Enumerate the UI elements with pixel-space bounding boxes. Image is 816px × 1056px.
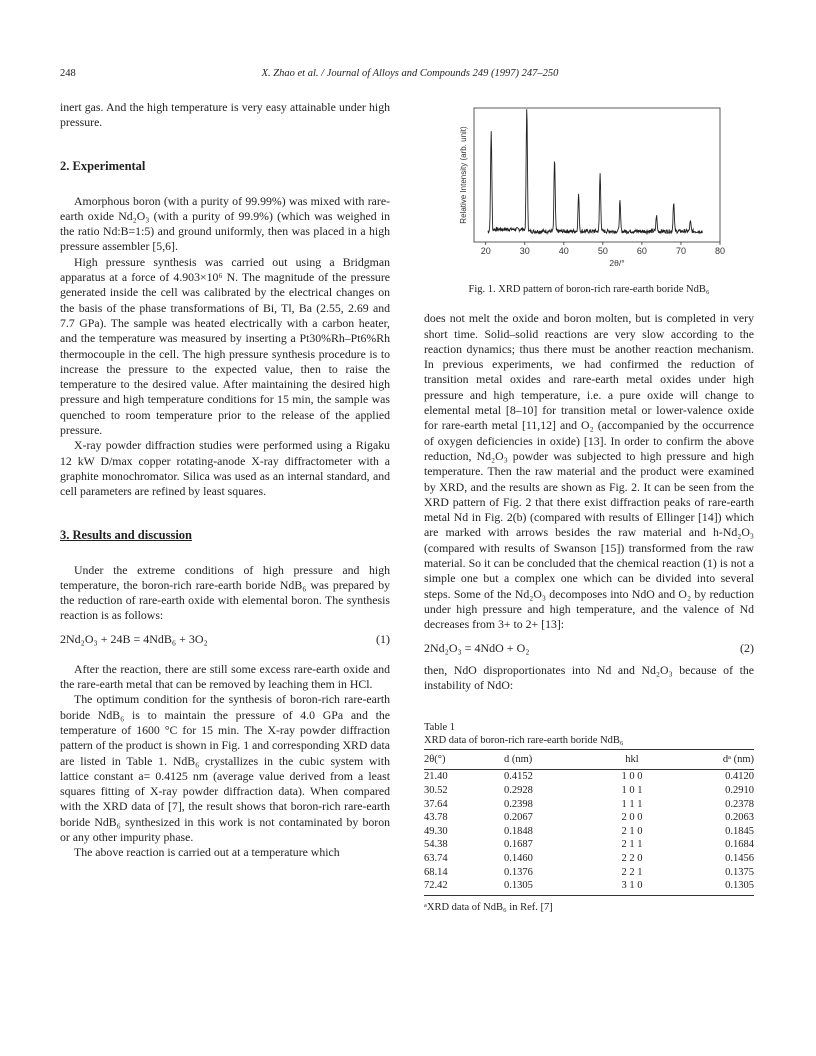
paragraph: The above reaction is carried out at a temperature which bbox=[74, 845, 340, 860]
table-row bbox=[424, 866, 754, 880]
table-cell: 0.4120 bbox=[725, 771, 754, 783]
paragraph: does not melt the oxide and boron molten, but is completed in very short time. Solid–solid reactions are very slow according to the reaction dynamics; thus there must be another reaction mechanism. In previous experiments, we had confirmed the reduction of transition metal oxides and rare-earth metal oxides under high pressure and high temperature, i.e. a pure oxide will change to elemental metal [8–10] for transition metal or lower-valence oxide for rare-earth metal [11,12] and O₂ (accompanied by the occurrence of oxygen deficiencies in oxide) [13]. In order to confirm the above reduction, Nd₂O₃ powder was subjected to high pressure and high temperature. Then the raw material and the product were examined by XRD, and the results are shown as Fig. 2. It can be seen from the XRD pattern of Fig. 2 that there exist diffraction peaks of rare-earth metal Nd in Fig. 2(b) (compared with results of Ellinger [14]) which are marked with arrows besides the raw material and h-Nd₂O₃ (compared with results of Swanson [15]) transformed from the raw material. So it can be concluded that the chemical reaction (1) is not a simple one but a complex one which can be divided into several steps. Some of the Nd₂O₃ decomposes into NdO and O₂ by reduction under high pressure and high temperature, and the valence of Nd decreases from 3+ to 2+ [13]: bbox=[424, 311, 754, 632]
paragraph: X-ray powder diffraction studies were performed using a Rigaku 12 kW D/max copper rotating-anode X-ray diffractometer with a graphite monochromator. Silica was used as an internal standard, and cell parameters are refined by least squares. bbox=[60, 438, 390, 499]
table-cell: 2 1 1 bbox=[621, 839, 643, 851]
table-row bbox=[424, 770, 754, 784]
table-cell: 0.1687 bbox=[504, 839, 533, 851]
table-row bbox=[424, 879, 754, 895]
table-cell: 0.1845 bbox=[725, 825, 754, 837]
table-cell: 21.40 bbox=[424, 771, 448, 783]
running-title: X. Zhao et al. / Journal of Alloys and Compounds 249 (1997) 247–250 bbox=[261, 68, 559, 79]
table-header-row bbox=[424, 750, 754, 770]
column-header: hkl bbox=[600, 750, 664, 770]
section-heading-results bbox=[60, 528, 390, 543]
table-cell: 54.38 bbox=[424, 839, 448, 851]
table-cell: 0.2063 bbox=[725, 812, 754, 824]
column-header: dᵃ (nm) bbox=[664, 750, 754, 770]
x-axis-label: 2θ/° bbox=[609, 258, 625, 268]
table-row bbox=[424, 825, 754, 839]
section-heading-experimental: 2. Experimental bbox=[60, 158, 146, 173]
table-cell: 0.1684 bbox=[725, 839, 754, 851]
y-axis-label: Relative Intensity (arb. unit) bbox=[459, 126, 468, 224]
x-tick-label: 80 bbox=[714, 246, 726, 256]
xrd-table bbox=[424, 749, 754, 896]
table-row bbox=[424, 838, 754, 852]
column-header: 2θ(°) bbox=[424, 750, 504, 770]
table-cell: 72.42 bbox=[424, 879, 504, 895]
table-cell: 68.14 bbox=[424, 866, 448, 878]
plot-frame bbox=[474, 108, 720, 242]
table-cell: 49.30 bbox=[424, 825, 448, 837]
table-cell: 2 1 0 bbox=[621, 825, 643, 837]
xrd-chart bbox=[424, 100, 754, 268]
table-cell: 0.1375 bbox=[725, 866, 754, 878]
table-cell: 3 1 0 bbox=[600, 879, 664, 895]
table-cell: 1 0 0 bbox=[621, 771, 643, 783]
page-number: 248 bbox=[60, 68, 76, 79]
table-cell: 37.64 bbox=[424, 798, 448, 810]
table-cell: 0.1305 bbox=[664, 879, 754, 895]
table-cell: 0.2067 bbox=[504, 812, 533, 824]
x-tick-label: 70 bbox=[675, 246, 686, 256]
column-header: d (nm) bbox=[504, 750, 600, 770]
table-cell: 0.1460 bbox=[504, 852, 533, 864]
equation-expression: 2Nd₂O₃ + 24B = 4NdB₆ + 3O₂ bbox=[60, 631, 208, 646]
table-cell: 2 2 1 bbox=[621, 866, 643, 878]
table-cell: 0.1848 bbox=[504, 825, 533, 837]
equation-2 bbox=[424, 641, 754, 657]
table-cell: 2 0 0 bbox=[621, 812, 643, 824]
table-cell: 0.2398 bbox=[504, 798, 533, 810]
table-cell: 1 0 1 bbox=[621, 785, 643, 797]
table-cell: 0.1305 bbox=[504, 879, 600, 895]
paragraph: inert gas. And the high temperature is very easy attainable under high pressure. bbox=[60, 100, 390, 130]
x-tick-label: 40 bbox=[558, 246, 569, 256]
table-cell: 1 1 1 bbox=[621, 798, 643, 810]
x-tick-label: 20 bbox=[480, 246, 491, 256]
paragraph: High pressure synthesis was carried out using a Bridgman apparatus at a force of 4.903×10⁶ N. The magnitude of the pressure generated inside the cell was calibrated by the electrical changes on the basis of the phase transformations of Bi, Tl, Ba (2.55, 2.69 and 7.7 GPa). The sample was heated electrically with a carbon heater, and the temperature was measured by inserting a Pt30%Rh–Pt6%Rh thermocouple in the cell. The high pressure synthesis procedure is to increase the pressure to the expected value, then to raise the temperature to the desired value. After maintaining the desired high pressure and high temperature conditions for 15 min, the sample was quenched to room temperature prior to the release of the applied pressure. bbox=[60, 254, 390, 438]
equation-1 bbox=[60, 632, 390, 648]
equation-expression: 2Nd₂O₃ = 4NdO + O₂ bbox=[424, 640, 530, 655]
table-cell: 0.2928 bbox=[504, 785, 533, 797]
figure-caption: Fig. 1. XRD pattern of boron-rich rare-earth boride NdB₆ bbox=[468, 284, 710, 295]
paragraph: The optimum condition for the synthesis of boron-rich rare-earth boride NdB₆ is to maintain the pressure of 4.0 GPa and the temperature of 1600 °C for 15 min. The X-ray powder diffraction pattern of the product is shown in Fig. 1 and corresponding XRD data are listed in Table 1. NdB₆ crystallizes in the cubic system with lattice constant a= 0.4125 nm (average value derived from a least squares fitting of X-ray powder diffraction data). When compared with the XRD data of [7], the result shows that boron-rich rare-earth boride NdB₆ synthesized in this work is not contaminated by boron or any other impurity phase. bbox=[60, 692, 390, 844]
table-row bbox=[424, 811, 754, 825]
table-cell: 0.2378 bbox=[725, 798, 754, 810]
left-column bbox=[60, 100, 390, 861]
paragraph: then, NdO disproportionates into Nd and Nd₂O₃ because of the instability of NdO: bbox=[424, 662, 754, 692]
x-tick-label: 30 bbox=[519, 246, 530, 256]
table-cell: 43.78 bbox=[424, 812, 448, 824]
table-title: XRD data of boron-rich rare-earth boride NdB₆ bbox=[424, 735, 624, 747]
table-cell: 0.2910 bbox=[725, 785, 754, 797]
table-cell: 30.52 bbox=[424, 785, 448, 797]
section-heading-text: 3. Results and discussion bbox=[60, 527, 192, 542]
table-cell: 0.1376 bbox=[504, 866, 533, 878]
paragraph: Amorphous boron (with a purity of 99.99%) was mixed with rare-earth oxide Nd₂O₃ (with a purity of 99.9%) (which was weighed in the ratio Nd:B=1:5) and ground uniformly, then was placed in a high pressure assembler [5,6]. bbox=[60, 193, 390, 254]
table-cell: 63.74 bbox=[424, 852, 448, 864]
xrd-pattern-line bbox=[488, 109, 703, 233]
table-footnote: ᵃXRD data of NdB₆ in Ref. [7] bbox=[424, 901, 553, 913]
running-header bbox=[60, 68, 760, 84]
table-label: Table 1 bbox=[424, 722, 456, 734]
x-tick-label: 60 bbox=[636, 246, 647, 256]
table-row bbox=[424, 784, 754, 798]
table-row bbox=[424, 852, 754, 866]
table-cell: 2 2 0 bbox=[621, 852, 643, 864]
paragraph: After the reaction, there are still some excess rare-earth oxide and the rare-earth metal that can be removed by leaching them in HCl. bbox=[60, 661, 390, 692]
table-1 bbox=[424, 721, 754, 915]
right-column bbox=[424, 100, 754, 915]
table-cell: 0.4152 bbox=[504, 771, 533, 783]
equation-number: (1) bbox=[376, 631, 390, 646]
table-row bbox=[424, 798, 754, 812]
equation-number: (2) bbox=[740, 640, 754, 655]
paragraph: Under the extreme conditions of high pressure and high temperature, the boron-rich rare-earth boride NdB₆ was prepared by the reduction of rare-earth oxide with elemental boron. The synthesis reaction is as follows: bbox=[60, 562, 390, 623]
figure-1 bbox=[424, 100, 754, 282]
x-tick-label: 50 bbox=[597, 246, 608, 256]
table-cell: 0.1456 bbox=[725, 852, 754, 864]
